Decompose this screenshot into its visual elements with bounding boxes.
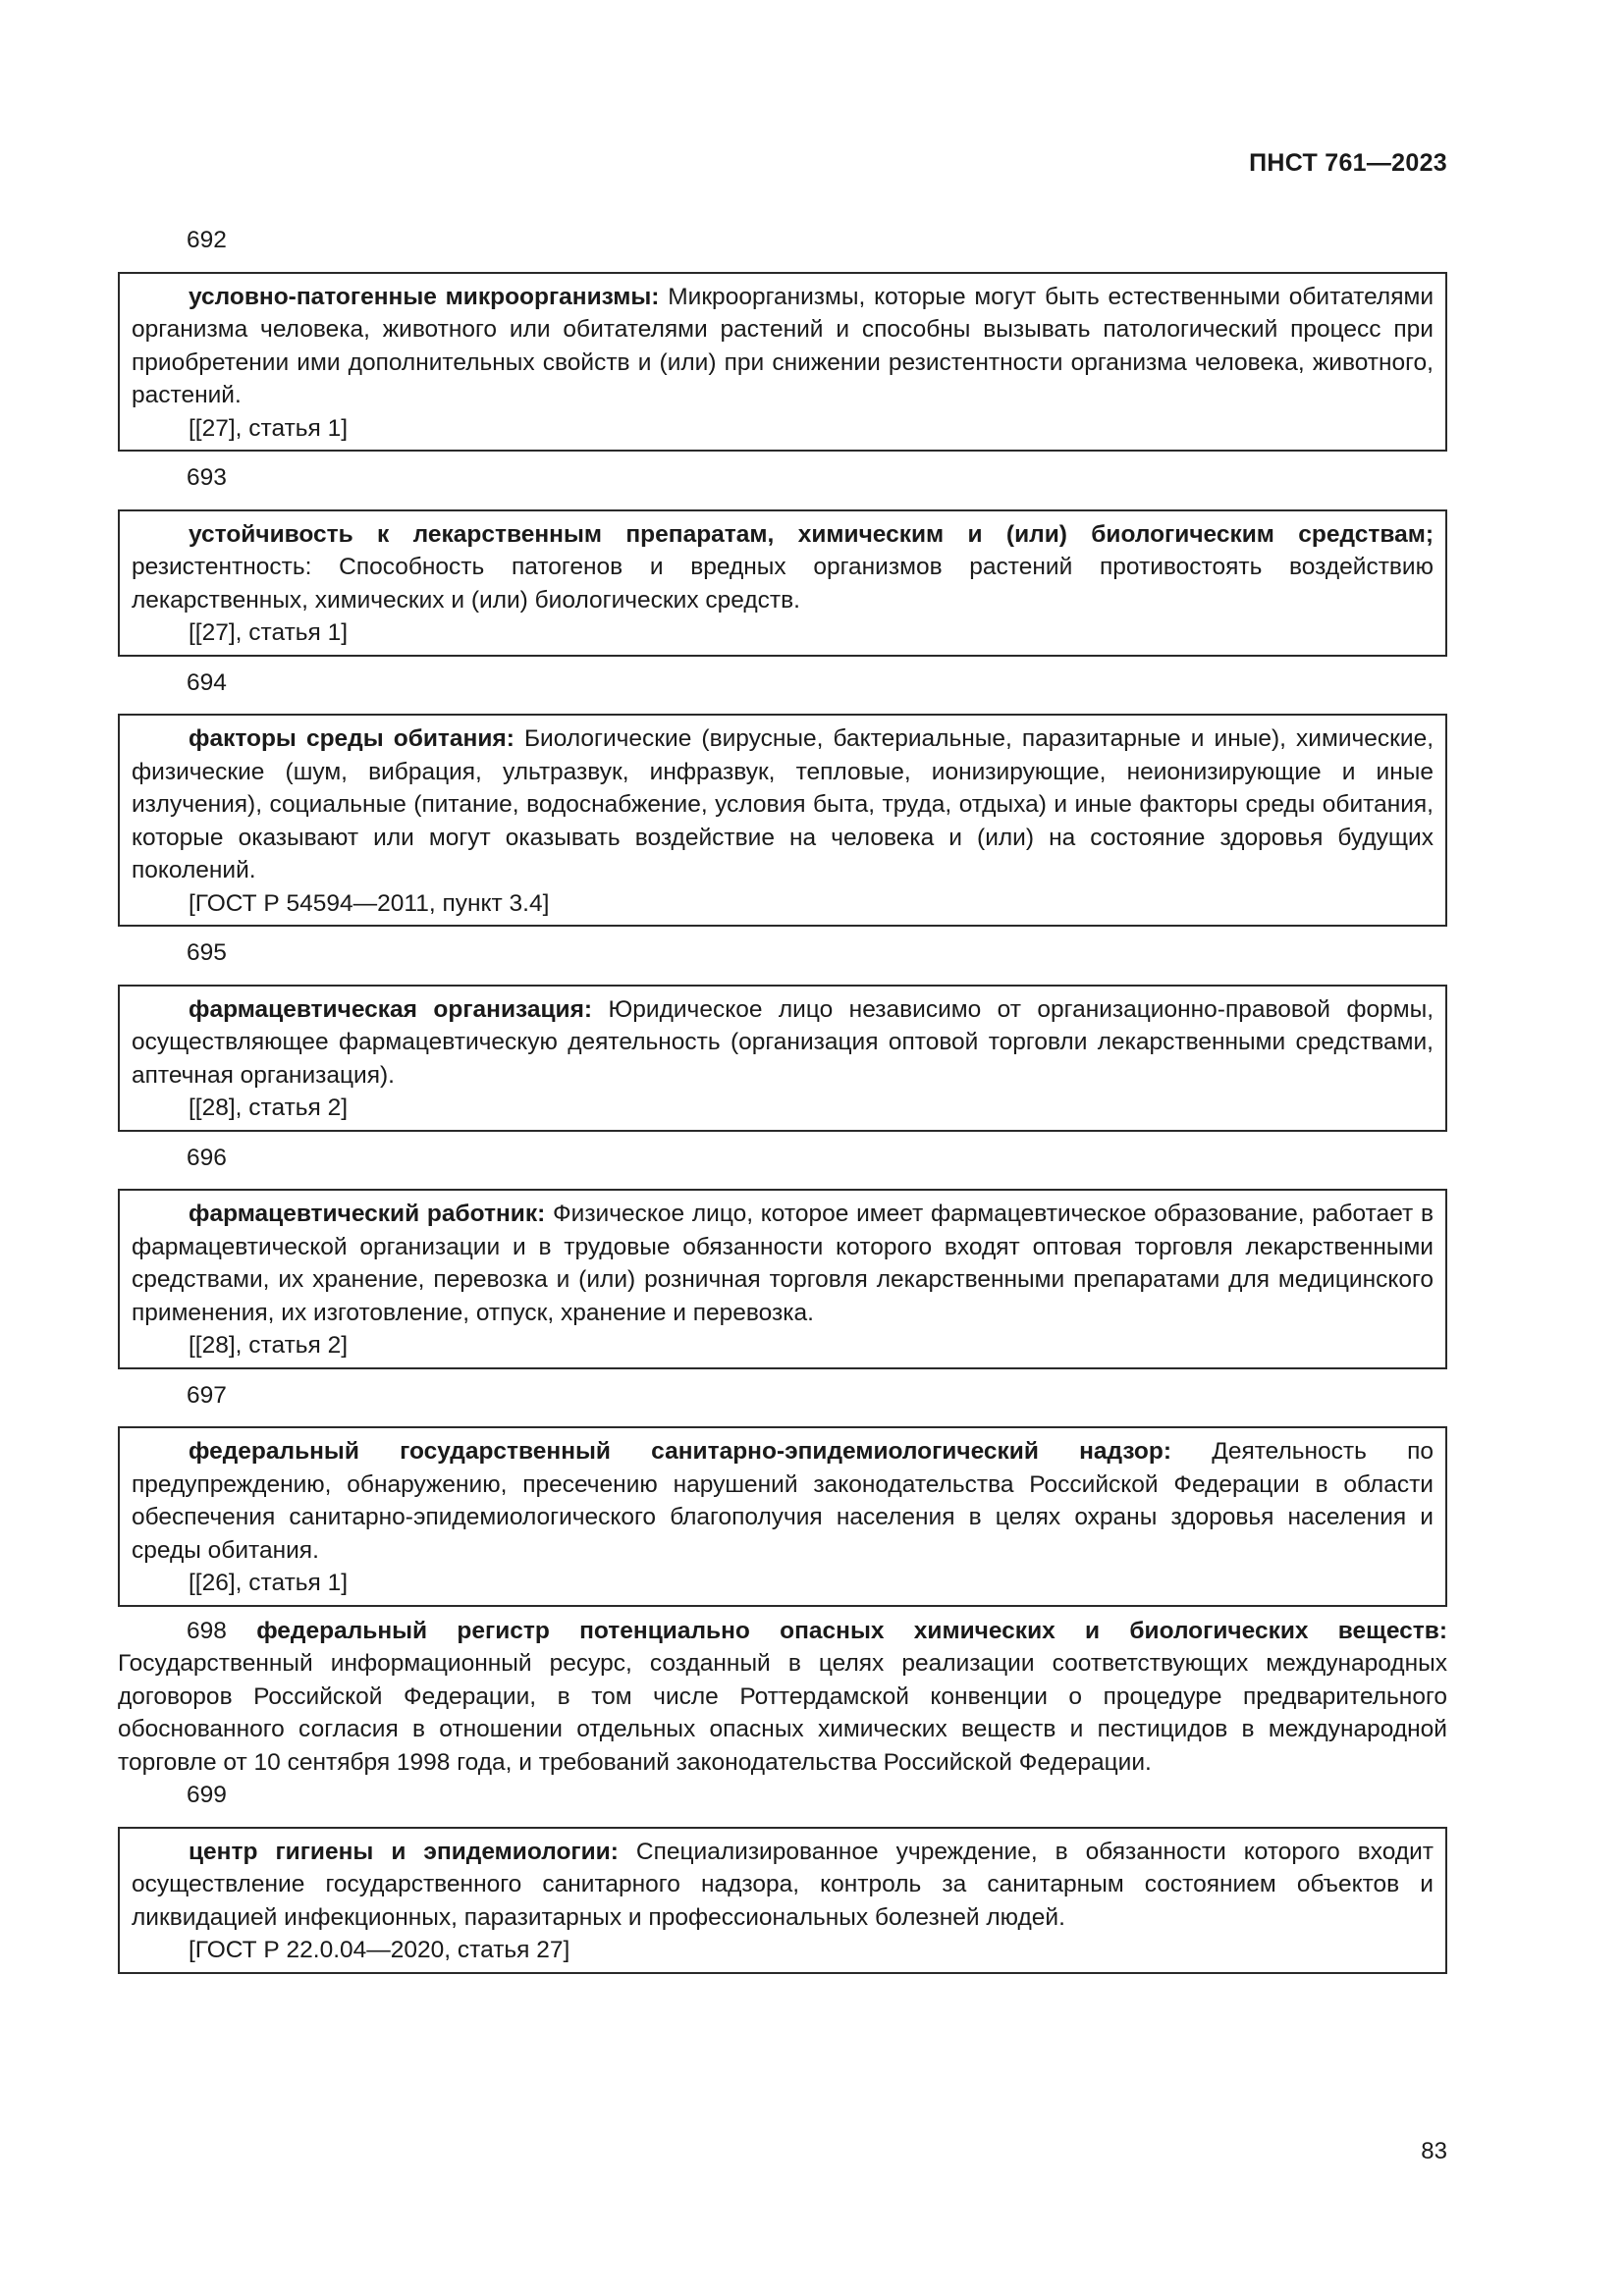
term-source: [[27], статья 1] <box>189 619 349 646</box>
term-box <box>118 272 1447 453</box>
term-source: [[28], статья 2] <box>189 1095 349 1121</box>
term-definition <box>132 722 1434 887</box>
entry-number: 695 <box>187 939 227 966</box>
term-name: фармацевтический работник: <box>189 1201 546 1227</box>
term-definition <box>118 1615 1447 1780</box>
definition-text: Государственный информационный ресурс, созданный в целях реализации соответствующих международных договоров Российской Федерации, в том числе Роттердамской конвенции о процедуре предварительного обоснованного согласия в отношении отдельных опасных химических веществ и пестицидов в международной торговле от 10 сентября 1998 года, и требований законодательства Российской Федерации. <box>118 1650 1447 1776</box>
term-source: [ГОСТ Р 54594—2011, пункт 3.4] <box>189 889 550 917</box>
term-name: фармацевтическая организация: <box>189 995 593 1023</box>
page-number: 83 <box>1421 2138 1447 2164</box>
entry-number: 698 <box>187 1617 227 1644</box>
term-box <box>118 1426 1447 1607</box>
definition-text: Физическое лицо, которое имеет фармацевтическое образование, работает в фармацевтической организации и в трудовые обязанности которого входят оптовая торговля лекарственными средствами, их хранение, перевозка и (или) розничная торговля лекарственными препаратами для медицинского применения, их изготовление, отпуск, хранение и перевозка. <box>132 1201 1434 1326</box>
entry-number: 696 <box>187 1144 227 1171</box>
definition-text: Биологические (вирусные, бактериальные, паразитарные и иные), химические, физические (шум, вибрация, ультразвук, инфразвук, тепловые, ионизирующие, неионизирующие и иные излучения), социальные (питание, водоснабжение, условия быта, труда, отдыха) и иные факторы среды обитания, которые оказывают или могут оказывать воздействие на человека и (или) на состояние здоровья будущих поколений. <box>132 725 1434 883</box>
entry-number: 699 <box>187 1782 227 1808</box>
term-definition <box>132 518 1434 617</box>
term-name: федеральный государственный санитарно-эпидемиологический надзор: <box>189 1438 1172 1465</box>
term-box <box>118 714 1447 927</box>
term-definition <box>132 1836 1434 1935</box>
definition-text: резистентность: Способность патогенов и вредных организмов растений противостоять воздействию лекарственных, химических и (или) биологических средств. <box>132 554 1434 614</box>
definition-text: Специализированное учреждение, в обязанности которого входит осуществление государственного санитарного надзора, контроль за санитарным состоянием объектов и ликвидацией инфекционных, паразитарных и профессиональных болезней людей. <box>132 1838 1434 1931</box>
term-name: факторы среды обитания: <box>189 725 514 752</box>
term-name: федеральный регистр потенциально опасных химических и биологических веществ: <box>256 1617 1447 1644</box>
term-name: центр гигиены и эпидемиологии: <box>189 1838 619 1865</box>
entry-number: 697 <box>187 1381 227 1409</box>
unboxed-entry <box>118 1615 1447 1780</box>
term-definition <box>132 993 1434 1093</box>
document-body <box>118 224 1447 1984</box>
entry-number: 693 <box>187 464 227 491</box>
definition-text: Юридическое лицо независимо от организационно-правовой формы, осуществляющее фармацевтическую деятельность (организация оптовой торговли лекарственными средствами, аптечная организация). <box>132 995 1434 1089</box>
term-box <box>118 509 1447 657</box>
term-box <box>118 985 1447 1132</box>
term-box <box>118 1189 1447 1369</box>
term-name: условно-патогенные микроорганизмы: <box>189 283 660 310</box>
term-source: [[27], статья 1] <box>189 414 349 442</box>
term-source: [[26], статья 1] <box>189 1570 349 1596</box>
term-definition <box>132 281 1434 412</box>
entry-number: 694 <box>187 668 227 696</box>
term-definition <box>132 1435 1434 1567</box>
entry-number: 692 <box>187 227 227 253</box>
term-source: [[28], статья 2] <box>189 1332 349 1359</box>
definition-text: Микроорганизмы, которые могут быть естественными обитателями организма человека, животного или обитателями растений и способны вызывать патологический процесс при приобретении ими дополнительных свойств и (или) при снижении резистентности организма человека, животного, растений. <box>132 283 1435 408</box>
term-box <box>118 1827 1447 1974</box>
term-definition <box>132 1198 1434 1329</box>
term-name: устойчивость к лекарственным препаратам, химическим и (или) биологическим средствам; <box>189 520 1434 548</box>
definition-text: Деятельность по предупреждению, обнаружению, пресечению нарушений законодательства Российской Федерации в области обеспечения санитарно-эпидемиологического благополучия населения в целях охраны здоровья населения и среды обитания. <box>132 1438 1435 1564</box>
document-code: ПНСТ 761—2023 <box>1249 149 1447 177</box>
term-source: [ГОСТ Р 22.0.04—2020, статья 27] <box>189 1937 570 1963</box>
